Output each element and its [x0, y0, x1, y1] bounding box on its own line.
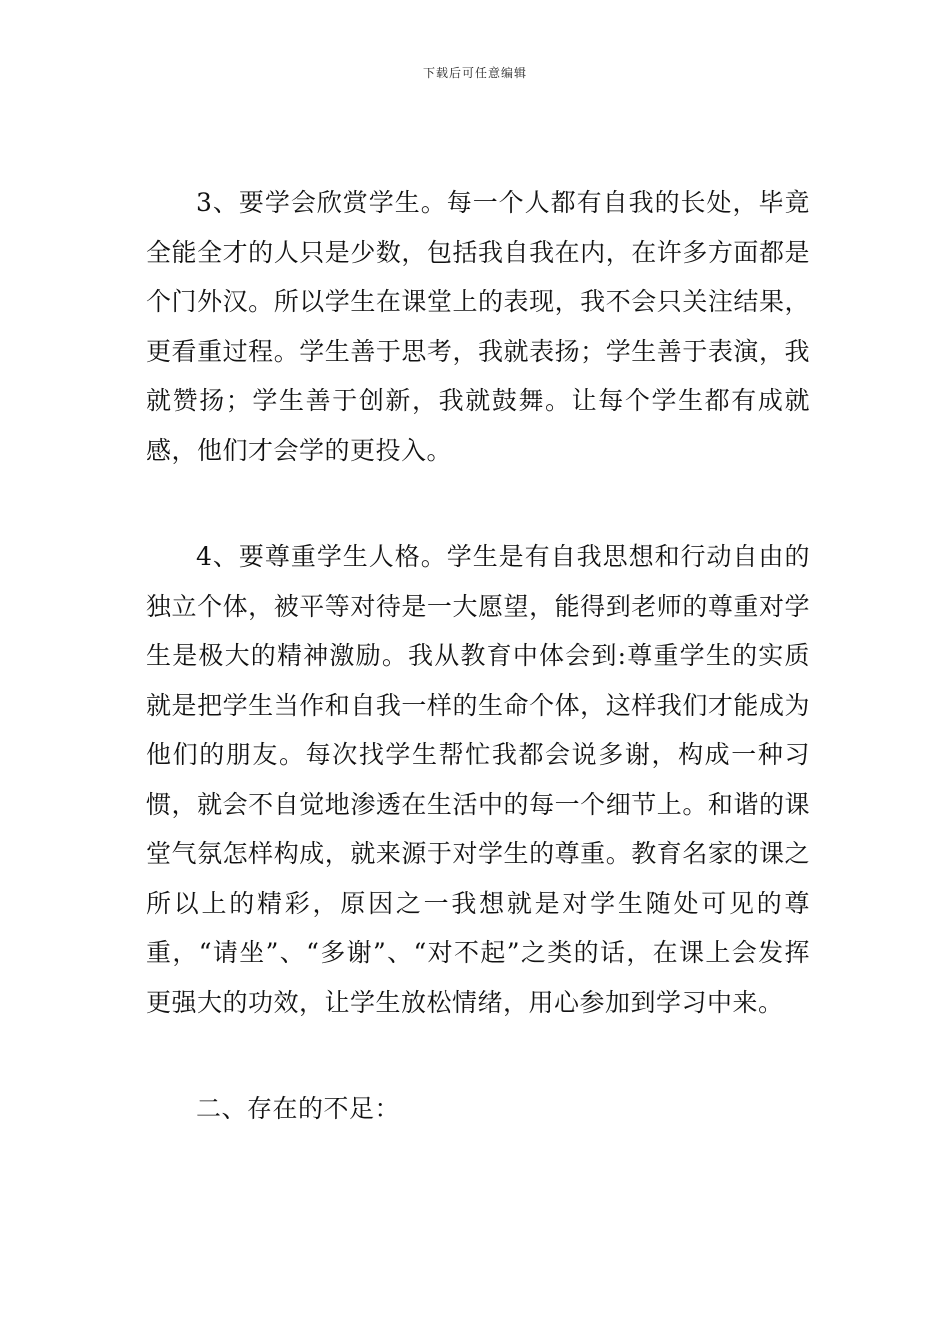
page-header: 下载后可任意编辑	[422, 66, 527, 80]
paragraph-respect-students: 4、要尊重学生人格。学生是有自我思想和行动自由的独立个体，被平等对待是一大愿望，能得到老师的尊重对学生是极大的精神激励。我从教育中体会到:尊重学生的实质就是把学生当作和自我一样的生命个体，这样我们才能成为他们的朋友。每次找学生帮忙我都会说多谢，构成一种习惯，就会不自觉地渗透在生活中的每一个细节上。和谐的课堂气氛怎样构成，就来源于对学生的尊重。教育名家的课之所以上的精彩，原因之一我想就是对学生随处可见的尊重，“请坐”、“多谢”、“对不起”之类的话，在课上会发挥更强大的功效，让学生放松情绪，用心参加到学习中来。	[146, 542, 810, 1017]
section-heading-shortcomings: 二、存在的不足：	[196, 1094, 401, 1123]
paragraph-gap	[146, 1027, 810, 1084]
paragraph-gap	[146, 475, 810, 532]
document-body	[146, 178, 810, 1134]
paragraph-appreciate-students: 3、要学会欣赏学生。每一个人都有自我的长处，毕竟全能全才的人只是少数，包括我自我在内，在许多方面都是个门外汉。所以学生在课堂上的表现，我不会只关注结果，更看重过程。学生善于思考，我就表扬；学生善于表演，我就赞扬；学生善于创新，我就鼓舞。让每个学生都有成就感，他们才会学的更投入。	[146, 188, 810, 465]
